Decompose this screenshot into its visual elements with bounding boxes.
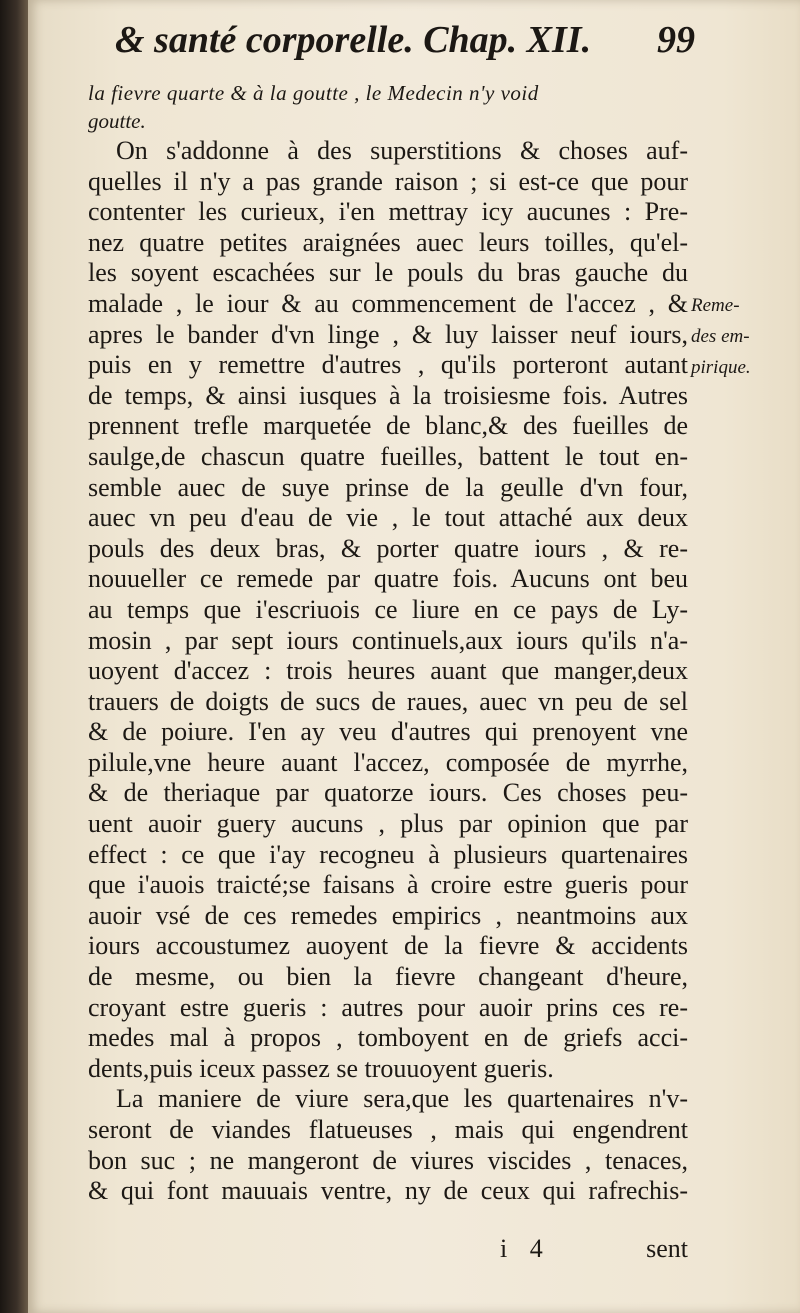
text-line: & qui font mauuais ventre, ny de ceux qui rafrechis- bbox=[88, 1176, 688, 1206]
text-line: & de poiure. I'en ay veu d'autres qui prenoyent vne bbox=[88, 717, 688, 747]
text-line: nouueller ce remede par quatre fois. Aucuns ont beu bbox=[88, 564, 688, 594]
running-head bbox=[115, 18, 695, 66]
body-text bbox=[88, 80, 688, 1207]
text-line: seront de viandes flatueuses , mais qui engendrent bbox=[88, 1115, 688, 1144]
paragraph-start-line: La maniere de viure sera,que les quartenaires n'v- bbox=[116, 1084, 688, 1114]
text-line: contenter les curieux, i'en mettray icy aucunes : Pre- bbox=[88, 197, 688, 227]
text-line: saulge,de chascun quatre fueilles, battent le tout en- bbox=[88, 441, 688, 471]
text-line: nez quatre petites araignées auec leurs toilles, qu'el- bbox=[88, 227, 688, 257]
text-line: au temps que i'escriuois ce liure en ce pays de Ly- bbox=[88, 594, 688, 624]
text-line: pouls des deux bras, & porter quatre iours , & re- bbox=[88, 533, 688, 563]
margin-note-line: Reme- bbox=[691, 295, 740, 316]
text-line: que i'auois traicté;se faisans à croire estre gueris pour bbox=[88, 870, 688, 900]
text-line: la fievre quarte & à la goutte , le Medecin n'y void bbox=[88, 81, 539, 105]
text-line: uent auoir guery aucuns , plus par opinion que par bbox=[88, 809, 688, 839]
book-gutter bbox=[0, 0, 28, 1313]
text-line: croyant estre gueris : autres pour auoir prins ces re- bbox=[88, 992, 688, 1022]
text-line: mosin , par sept iours continuels,aux iours qu'ils n'a- bbox=[88, 625, 688, 655]
paragraph-start-line: On s'addonne à des superstitions & choses auf- bbox=[116, 136, 688, 165]
text-line: de mesme, ou bien la fievre changeant d'heure, bbox=[88, 962, 688, 992]
text-line: medes mal à propos , tomboyent en de griefs acci- bbox=[88, 1023, 688, 1053]
text-line: semble auec de suye prinse de la geulle d'vn four, bbox=[88, 472, 688, 502]
margin-note-line: pirique. bbox=[691, 357, 751, 378]
catchword: sent bbox=[646, 1234, 688, 1263]
text-line: & de theriaque par quatorze iours. Ces choses peu- bbox=[88, 778, 688, 808]
text-line: iours accoustumez auoyent de la fievre & accidents bbox=[88, 931, 688, 961]
text-line: les soyent escachées sur le pouls du bras gauche du bbox=[88, 258, 688, 288]
text-line: malade , le iour & au commencement de l'accez , & bbox=[88, 288, 688, 318]
text-line: puis en y remettre d'autres , qu'ils porteront autant bbox=[88, 350, 688, 380]
page-number: 99 bbox=[657, 19, 695, 61]
text-line: auoir vsé de ces remedes empirics , neantmoins aux bbox=[88, 900, 688, 930]
signature-mark: i 4 bbox=[500, 1234, 551, 1263]
text-line: uoyent d'accez : trois heures auant que manger,deux bbox=[88, 656, 688, 686]
text-line: apres le bander d'vn linge , & luy laisser neuf iours, bbox=[88, 319, 688, 349]
text-line: bon suc ; ne mangeront de viures viscides , tenaces, bbox=[88, 1145, 688, 1175]
text-line: goutte. bbox=[88, 109, 146, 133]
paragraph-end-line: dents,puis iceux passez se trouuoyent gueris. bbox=[88, 1053, 554, 1083]
running-head-title: & santé corporelle. Chap. XII. bbox=[115, 19, 592, 61]
text-line: quelles il n'y a pas grande raison ; si est-ce que pour bbox=[88, 166, 688, 196]
text-line: de temps, & ainsi iusques à la troisiesme fois. Autres bbox=[88, 380, 688, 410]
text-line: trauers de doigts de sucs de raues, auec vn peu de sel bbox=[88, 686, 688, 716]
text-line: effect : ce que i'ay recogneu à plusieurs quartenaires bbox=[88, 839, 688, 869]
text-line: prennent trefle marquetée de blanc,& des fueilles de bbox=[88, 411, 688, 441]
text-line: auec vn peu d'eau de vie , le tout attaché aux deux bbox=[88, 503, 688, 533]
text-line: pilule,vne heure auant l'accez, composée de myrrhe, bbox=[88, 747, 688, 777]
margin-note bbox=[691, 290, 791, 383]
catchline bbox=[88, 1234, 688, 1268]
margin-note-line: des em- bbox=[691, 326, 750, 347]
